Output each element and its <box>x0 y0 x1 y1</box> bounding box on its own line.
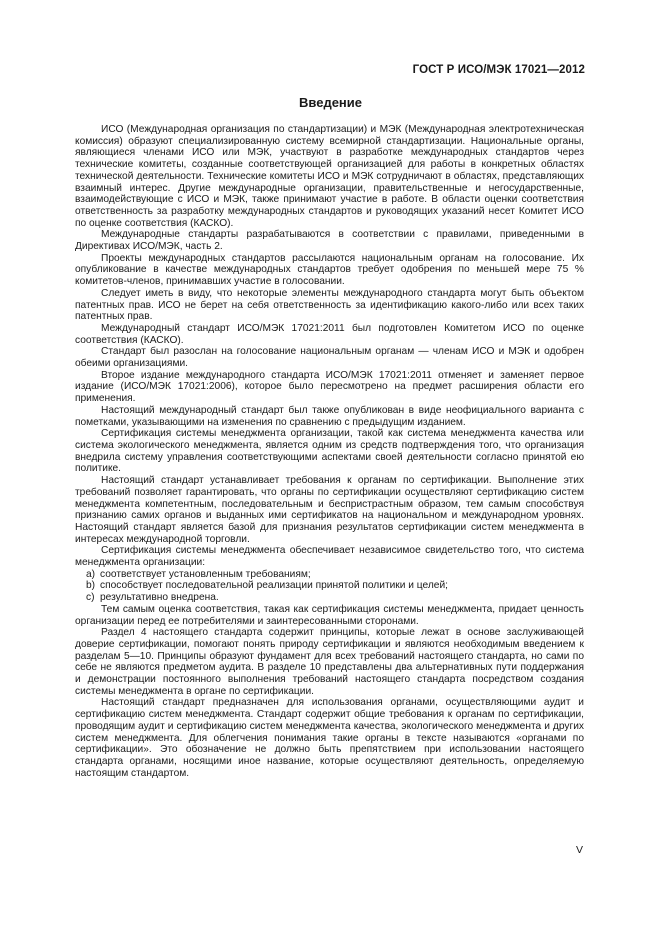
page-number: V <box>575 844 583 856</box>
requirements-list <box>75 569 584 604</box>
paragraph: Настоящий международный стандарт был также опубликован в виде неофициального варианта с пометками, указывающими на изменения по сравнению с предыдущим изданием. <box>75 404 584 428</box>
paragraph: Международные стандарты разрабатываются в соответствии с правилами, приведенными в Директивах ИСО/МЭК, часть 2. <box>75 229 584 253</box>
paragraph: Настоящий стандарт предназначен для использования органами, осуществляющими аудит и сертификацию систем менеджмента. Стандарт содержит общие требования к органам по сертификации, проводящим аудит и сертификацию систем менеджмента качества, экологического менеджмента и других систем менеджмента. Для облегчения понимания такие органы в тексте называются «органами по сертификации». Это обозначение не должно быть препятствием при использовании настоящего стандарта органами, носящими иное название, которые осуществляют деятельность, определяемую настоящим стандартом. <box>75 697 584 779</box>
list-item <box>75 569 584 581</box>
paragraph: Сертификация системы менеджмента обеспечивает независимое свидетельство того, что система менеджмента организации: <box>75 545 584 569</box>
paragraph: Второе издание международного стандарта ИСО/МЭК 17021:2011 отменяет и заменяет первое издание (ИСО/МЭК 17021:2006), которое было пересмотрено на предмет расширения области его применения. <box>75 369 584 405</box>
paragraph: Международный стандарт ИСО/МЭК 17021:2011 был подготовлен Комитетом ИСО по оценке соответствия (КАСКО). <box>75 322 584 346</box>
paragraph: Проекты международных стандартов рассылаются национальным органам на голосование. Их опубликование в качестве международных стандартов требует одобрения по меньшей мере 75 % комитетов-членов, принимавших участие в голосовании. <box>75 252 584 288</box>
paragraph: Сертификация системы менеджмента организации, такой как система менеджмента качества или система экологического менеджмента, является одним из средств подтверждения того, что организация внедрила систему управления соответствующими аспектами своей деятельности согласно принятой ею политике. <box>75 428 584 475</box>
document-code-header: ГОСТ Р ИСО/МЭК 17021—2012 <box>412 64 585 76</box>
paragraph: ИСО (Международная организация по стандартизации) и МЭК (Международная электротехническая комиссия) образуют специализированную систему всемирной стандартизации. Национальные органы, являющиеся членами ИСО или МЭК, участвуют в разработке международных стандартов через технические комитеты, созданные соответствующей организацией для работы в конкретных областях технической деятельности. Технические комитеты ИСО и МЭК сотрудничают в областях, представляющих взаимный интерес. Другие международные организации, правительственные и негосударственные, взаимодействующие с ИСО и МЭК, также принимают участие в работе. В области оценки соответствия ответственность за разработку международных стандартов и руководящих указаний несет Комитет ИСО по оценке соответствия (КАСКО). <box>75 124 584 229</box>
list-item-text: способствует последовательной реализации принятой политики и целей; <box>100 580 448 592</box>
paragraph: Стандарт был разослан на голосование национальным органам — членам ИСО и МЭК и одобрен обеими организациями. <box>75 346 584 370</box>
list-item <box>75 592 584 604</box>
body-text <box>75 124 584 779</box>
paragraph: Раздел 4 настоящего стандарта содержит принципы, которые лежат в основе заслуживающей доверие сертификации, помогают понять природу сертификации и являются необходимым введением к разделам 5—10. Принципы образуют фундамент для всех требований настоящего стандарта, но сами по себе не являются предметом аудита. В разделе 10 представлены два альтернативных пути поддержания и демонстрации постоянного выполнения требований настоящего стандарта посредством создания системы менеджмента в органе по сертификации. <box>75 627 584 697</box>
list-item-marker: a) <box>86 568 96 580</box>
list-item-text: результативно внедрена. <box>100 592 219 604</box>
paragraph: Тем самым оценка соответствия, такая как сертификация системы менеджмента, придает ценность организации перед ее потребителями и заинтересованными сторонами. <box>75 603 584 627</box>
list-item <box>75 580 584 592</box>
paragraph: Следует иметь в виду, что некоторые элементы международного стандарта могут быть объектом патентных прав. ИСО не берет на себя ответственность за идентификацию какого-либо или всех таких патентных прав. <box>75 287 584 323</box>
list-item-marker: c) <box>86 592 95 604</box>
section-title: Введение <box>299 95 362 110</box>
paragraph: Настоящий стандарт устанавливает требования к органам по сертификации. Выполнение этих требований позволяет гарантировать, что органы по сертификации осуществляют сертификацию систем менеджмента компетентным, последовательным и беспристрастным образом, тем самым способствуя признанию самих органов и выданных ими сертификатов на национальном и международном уровнях. Настоящий стандарт является базой для признания результатов сертификации систем менеджмента в интересах международной торговли. <box>75 475 584 545</box>
list-item-text: соответствует установленным требованиям; <box>100 568 311 580</box>
list-item-marker: b) <box>86 580 96 592</box>
